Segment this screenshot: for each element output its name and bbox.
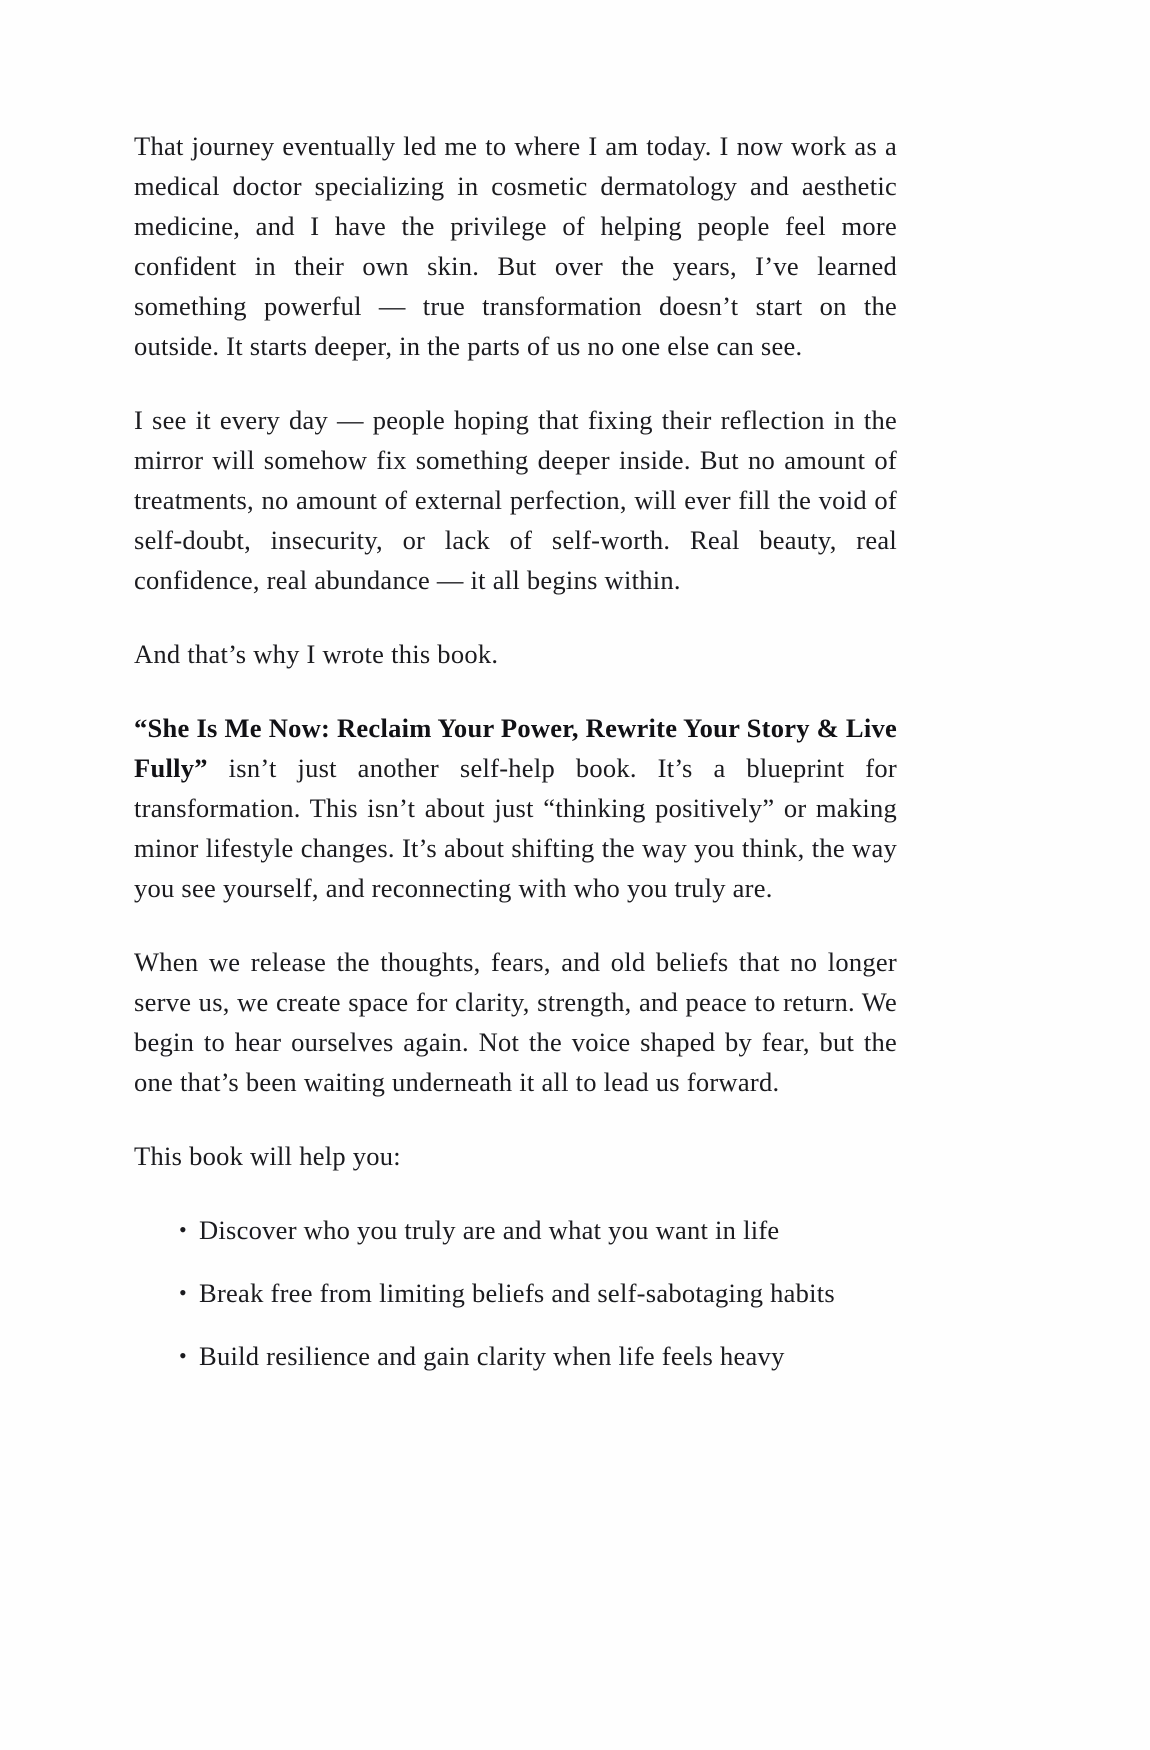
paragraph-journey: That journey eventually led me to where I am today. I now work as a medical doctor specializing in cosmetic dermatology and aesthetic medicine, and I have the privilege of helping people feel more confident in their own skin. But over the years, I’ve learned something powerful — true transformation doesn’t start on the outside. It starts deeper, in the parts of us no one else can see. — [134, 131, 897, 361]
paragraph-mirror: I see it every day — people hoping that fixing their reflection in the mirror will somehow fix something deeper inside. But no amount of treatments, no amount of external perfection, will ever fill the void of self-doubt, insecurity, or lack of self-worth. Real beauty, real confidence, real abundance — it all begins within. — [134, 405, 897, 595]
bullet-point-icon: • — [179, 1343, 187, 1368]
list-item — [134, 1336, 897, 1376]
paragraph-help-intro: This book will help you: — [134, 1141, 401, 1171]
book-title-text: “She Is Me Now: Reclaim Your Power, Rewrite Your Story & Live Fully” — [134, 713, 897, 783]
paragraph-release: When we release the thoughts, fears, and old beliefs that no longer serve us, we create space for clarity, strength, and peace to return. We begin to hear ourselves again. Not the voice shaped by fear, but the one that’s been waiting underneath it all to lead us forward. — [134, 947, 897, 1097]
paragraph-why-wrote: And that’s why I wrote this book. — [134, 639, 499, 669]
list-item-label: Discover who you truly are and what you want in life — [199, 1215, 780, 1245]
bullet-point-icon: • — [179, 1217, 187, 1242]
list-item-label: Break free from limiting beliefs and self-sabotaging habits — [199, 1278, 835, 1308]
benefits-list — [134, 1210, 897, 1376]
list-item — [134, 1210, 897, 1250]
paragraph-book-title — [134, 708, 897, 908]
book-title-rest: isn’t just another self-help book. It’s a blueprint for transformation. This isn’t about just “thinking positively” or making minor lifestyle changes. It’s about shifting the way you think, the way you see yourself, and reconnecting with who you truly are. — [134, 753, 897, 903]
bullet-point-icon: • — [179, 1280, 187, 1305]
list-item-label: Build resilience and gain clarity when life feels heavy — [199, 1341, 785, 1371]
list-item — [134, 1273, 897, 1313]
text-column — [134, 126, 897, 1399]
